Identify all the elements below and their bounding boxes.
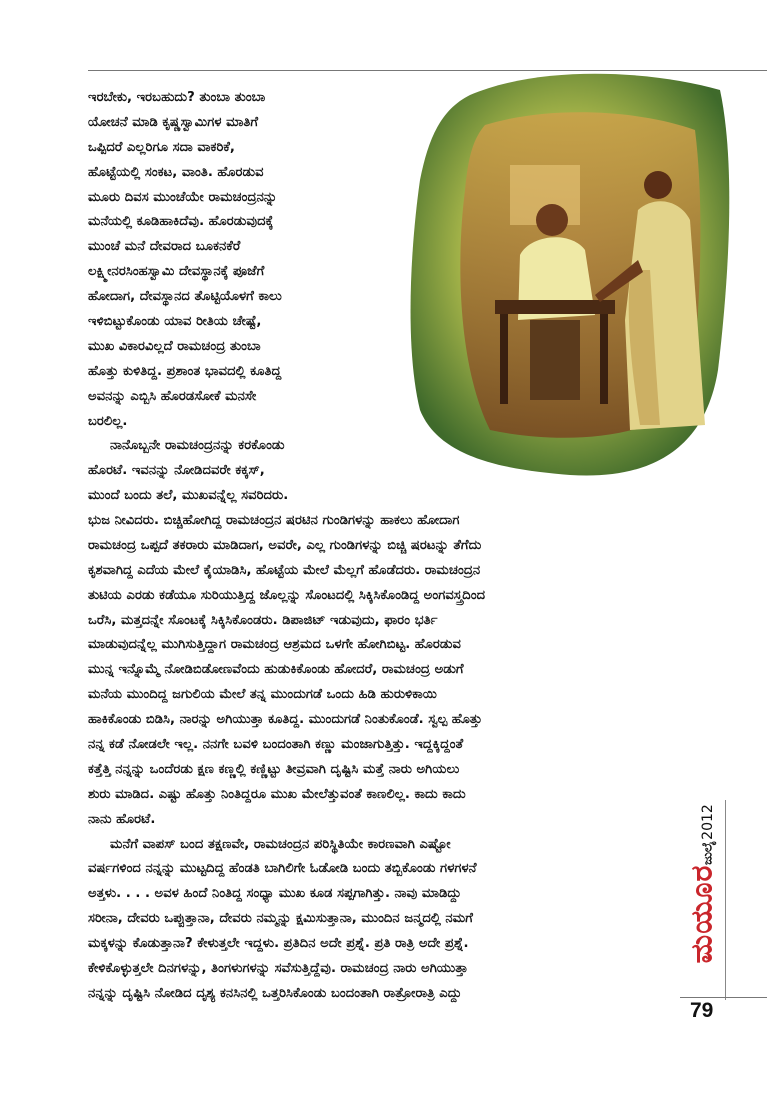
text-line: ಒಪ್ಪಿದರೆ ಎಲ್ಲರಿಗೂ ಸದಾ ವಾಕರಿಕೆ, [88, 139, 235, 155]
text-line: ನನ್ನನ್ನು ದೃಷ್ಟಿಸಿ ನೋಡಿದ ದೃಶ್ಯ ಕನಸಿನಲ್ಲಿ ಒತ್ತರಿಸಿಕೊಂಡು ಬಂದಂತಾಗಿ ರಾತ್ರೋರಾತ್ರಿ ಎದ್ದು [88, 985, 462, 1001]
article-column-full [88, 509, 728, 1007]
text-line: ಒರೆಸಿ, ಮತ್ತದನ್ನೇ ಸೊಂಟಕ್ಕೆ ಸಿಕ್ಕಿಸಿಕೊಂಡರು. ಡಿಪಾಜಿಟ್ ಇಡುವುದು, ಫಾರಂ ಭರ್ತಿ [88, 612, 438, 628]
text-line: ನನ್ನ ಕಡೆ ನೋಡಲೇ ಇಲ್ಲ. ನನಗೇ ಬವಳಿ ಬಂದಂತಾಗಿ ಕಣ್ಣು ಮಂಜಾಗುತ್ತಿತ್ತು. ಇದ್ದಕ್ಕಿದ್ದಂತೆ [88, 737, 464, 753]
text-line: ಮನೆಯಲ್ಲಿ ಕೂಡಿಹಾಕಿದೆವು. ಹೊರಡುವುದಕ್ಕೆ [88, 214, 274, 230]
issue-year: 2012 [700, 804, 716, 840]
article-column-narrow [88, 86, 393, 509]
text-line: ಹಾಕಿಕೊಂಡು ಬಿಡಿಸಿ, ನಾರನ್ನು ಅಗಿಯುತ್ತಾ ಕೂತಿದ್ದ. ಮುಂದುಗಡೆ ನಿಂತುಕೊಂಡೆ. ಸ್ವಲ್ಪ ಹೊತ್ತು [88, 712, 483, 728]
text-line: ಭುಜ ನೀವಿದರು. ಬಿಚ್ಚಿಹೋಗಿದ್ದ ರಾಮಚಂದ್ರನ ಷರಟಿನ ಗುಂಡಿಗಳನ್ನು ಹಾಕಲು ಹೋದಾಗ [88, 513, 460, 528]
text-line: ಅತ್ತಳು. . . . ಅವಳ ಹಿಂದೆ ನಿಂತಿದ್ದ ಸಂಧ್ಯಾ ಮುಖ ಕೂಡ ಸಪ್ಪಗಾಗಿತ್ತು. ನಾವು ಮಾಡಿದ್ದು [88, 886, 462, 902]
page-number: 79 [690, 999, 714, 1022]
text-line: ಶುರು ಮಾಡಿದ. ಎಷ್ಟು ಹೊತ್ತು ನಿಂತಿದ್ದರೂ ಮುಖ ಮೇಲೆತ್ತುವಂತೆ ಕಾಣಲಿಲ್ಲ. ಕಾದು ಕಾದು [88, 786, 466, 802]
text-line: ನಾನು ಹೊರಟೆ. [88, 811, 156, 827]
text-line: ಹೋದಾಗ, ದೇವಸ್ಥಾನದ ತೊಟ್ಟಿಯೊಳಗೆ ಕಾಲು [88, 289, 282, 305]
text-line: ಯೋಚನೆ ಮಾಡಿ ಕೃಷ್ಣಸ್ವಾಮಿಗಳ ಮಾತಿಗೆ [88, 114, 259, 130]
bottom-rule [680, 997, 767, 998]
text-line: ಮುಖ ವಿಕಾರವಿಲ್ಲದೆ ರಾಮಚಂದ್ರ ತುಂಬಾ [88, 338, 261, 354]
text-line: ಮುನ್ನ ಇನ್ನೊಮ್ಮೆ ನೋಡಿಬಿಡೋಣವೆಂದು ಹುಡುಕಿಕೊಂಡು ಹೋದರೆ, ರಾಮಚಂದ್ರ ಅಡುಗೆ [88, 662, 464, 678]
text-line: ಇಳಿಬಿಟ್ಟುಕೊಂಡು ಯಾವ ರೀತಿಯ ಚೇಷ್ಟೆ, [88, 314, 262, 330]
side-rule [725, 800, 726, 1000]
text-line: ಮನೆಗೆ ವಾಪಸ್ ಬಂದ ತಕ್ಷಣವೇ, ರಾಮಚಂದ್ರನ ಪರಿಸ್ಥಿತಿಯೇ ಕಾರಣವಾಗಿ ಎಷ್ಟೋ [110, 836, 451, 852]
text-line: ರಾಮಚಂದ್ರ ಒಪ್ಪದೆ ತಕರಾರು ಮಾಡಿದಾಗ, ಅವರೇ, ಎಲ್ಲ ಗುಂಡಿಗಳನ್ನು ಬಿಚ್ಚಿ ಷರಟನ್ನು ತೆಗೆದು [88, 537, 482, 553]
article-illustration [400, 70, 735, 490]
text-line: ಲಕ್ಷ್ಮೀನರಸಿಂಹಸ್ವಾಮಿ ದೇವಸ್ಥಾನಕ್ಕೆ ಪೂಜೆಗೆ [88, 264, 265, 280]
text-line: ಮುಂಚೆ ಮನೆ ದೇವರಾದ ಬೂಕನಕೆರೆ [88, 239, 241, 255]
text-line: ಸರೀನಾ, ದೇವರು ಒಪ್ಪುತ್ತಾನಾ, ದೇವರು ನಮ್ಮನ್ನು ಕ್ಷಮಿಸುತ್ತಾನಾ, ಮುಂದಿನ ಜನ್ಮದಲ್ಲಿ ನಮಗೆ [88, 911, 473, 927]
text-line: ಮೂರು ದಿವಸ ಮುಂಚೆಯೇ ರಾಮಚಂದ್ರನನ್ನು [88, 189, 278, 205]
text-line: ನಾನೊಬ್ಬನೇ ರಾಮಚಂದ್ರನನ್ನು ಕರಕೊಂಡು [110, 438, 285, 454]
text-line: ಅವನನ್ನು ಎಬ್ಬಿಸಿ ಹೊರಡಸೋಕೆ ಮನಸೇ [88, 388, 257, 404]
text-line: ಕೃಶವಾಗಿದ್ದ ಎದೆಯ ಮೇಲೆ ಕೈಯಾಡಿಸಿ, ಹೊಟ್ಟೆಯ ಮೇಲೆ ಮೆಲ್ಲಗೆ ಹೊಡೆದರು. ರಾಮಚಂದ್ರನ [88, 562, 481, 578]
text-line: ಮಕ್ಕಳನ್ನು ಕೊಡುತ್ತಾನಾ? ಕೇಳುತ್ತಲೇ ಇದ್ದಳು. ಪ್ರತಿದಿನ ಅದೇ ಪ್ರಶ್ನೆ. ಪ್ರತಿ ರಾತ್ರಿ ಅದೇ ಪ್ರಶ್ನೆ. [88, 936, 469, 952]
text-line: ತುಟಿಯ ಎರಡು ಕಡೆಯೂ ಸುರಿಯುತ್ತಿದ್ದ ಜೊಲ್ಲನ್ನು ಸೊಂಟದಲ್ಲಿ ಸಿಕ್ಕಿಸಿಕೊಂಡಿದ್ದ ಅಂಗವಸ್ತ್ರದಿಂದ [88, 587, 486, 603]
text-line: ಮನೆಯ ಮುಂದಿದ್ದ ಜಗುಲಿಯ ಮೇಲೆ ತನ್ನ ಮುಂದುಗಡೆ ಒಂದು ಹಿಡಿ ಹುರುಳಿಕಾಯಿ [88, 687, 437, 703]
magazine-name: ಮಯೂರ [684, 864, 720, 964]
text-line: ಹೊರಟೆ. ಇವನನ್ನು ನೋಡಿದವರೇ ಕಕ್ಕಸ್, [88, 463, 265, 479]
text-line: ವರ್ಷಗಳಿಂದ ನನ್ನನ್ನು ಮುಟ್ಟದಿದ್ದ ಹೆಂಡತಿ ಬಾಗಿಲಿಗೇ ಓಡೋಡಿ ಬಂದು ತಬ್ಬಿಕೊಂಡು ಗಳಗಳನೆ [88, 861, 477, 877]
text-line: ಕತ್ತೆತ್ತಿ ನನ್ನನ್ನು ಒಂದೆರಡು ಕ್ಷಣ ಕಣ್ಣಲ್ಲಿ ಕಣ್ಣಿಟ್ಟು ತೀವ್ರವಾಗಿ ದೃಷ್ಟಿಸಿ ಮತ್ತೆ ನಾರು ಅಗಿಯಲು [88, 761, 460, 777]
text-line: ಹೊತ್ತು ಕುಳಿತಿದ್ದ. ಪ್ರಶಾಂತ ಭಾವದಲ್ಲಿ ಕೂತಿದ್ದ [88, 363, 282, 379]
text-line: ಕೇಳಿಕೊಳ್ಳುತ್ತಲೇ ದಿನಗಳನ್ನು, ತಿಂಗಳುಗಳನ್ನು ಸವೆಸುತ್ತಿದ್ದೆವು. ರಾಮಚಂದ್ರ ನಾರು ಅಗಿಯುತ್ತಾ [88, 961, 468, 977]
text-line: ಇರಬೇಕು, ಇರಬಹುದು? ತುಂಬಾ ತುಂಬಾ [88, 90, 266, 105]
text-line: ಮಾಡುವುದನ್ನೆಲ್ಲ ಮುಗಿಸುತ್ತಿದ್ದಾಗ ರಾಮಚಂದ್ರ ಆಶ್ರಮದ ಒಳಗೇ ಹೋಗಿಬಿಟ್ಟ. ಹೊರಡುವ [88, 637, 461, 653]
text-line: ಹೊಟ್ಟೆಯಲ್ಲಿ ಸಂಕಟ, ವಾಂತಿ. ಹೊರಡುವ [88, 164, 264, 180]
text-line: ಬರಲಿಲ್ಲ. [88, 413, 128, 429]
text-line: ಮುಂದೆ ಬಂದು ತಲೆ, ಮುಖವನ್ನೆಲ್ಲ ಸವರಿದರು. [88, 488, 289, 504]
issue-month: ಜುಲೈ [700, 841, 716, 865]
